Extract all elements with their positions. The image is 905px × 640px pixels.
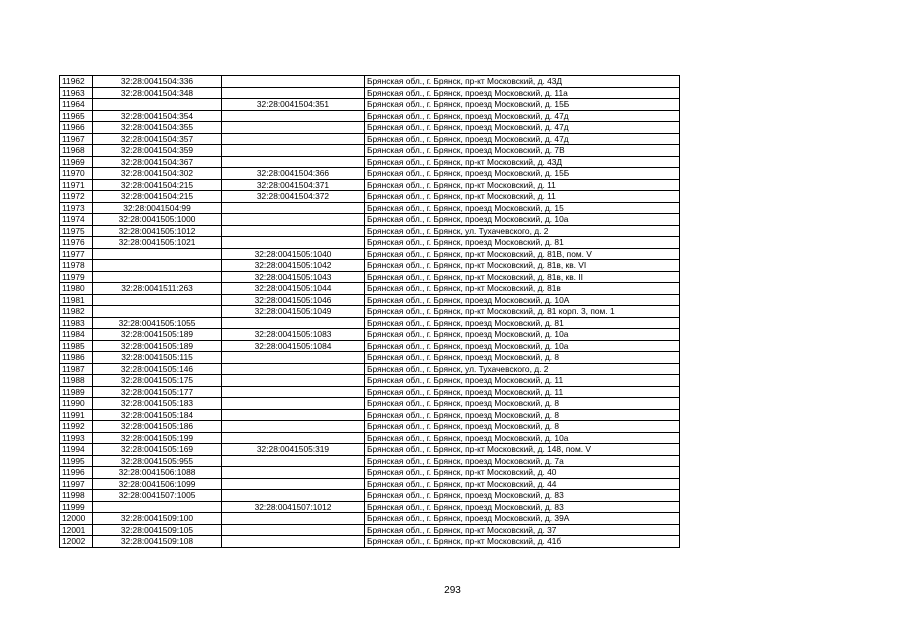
cadastral-number-cell [93,248,222,260]
cadastral-number-cell: 32:28:0041507:1005 [93,490,222,502]
row-number-cell: 11986 [60,352,93,364]
address-cell: Брянская обл., г. Брянск, проезд Московский, д. 10А [365,294,680,306]
row-number-cell: 11994 [60,444,93,456]
address-cell: Брянская обл., г. Брянск, проезд Московский, д. 8 [365,409,680,421]
table-row [60,179,680,191]
row-number-cell: 11976 [60,237,93,249]
table-row [60,283,680,295]
cadastral-number-cell: 32:28:0041504:302 [93,168,222,180]
cadastral-number-cell: 32:28:0041506:1088 [93,467,222,479]
table-row [60,432,680,444]
cadastral-number-secondary-cell: 32:28:0041504:372 [222,191,365,203]
cadastral-number-secondary-cell: 32:28:0041505:1083 [222,329,365,341]
cadastral-number-cell: 32:28:0041505:115 [93,352,222,364]
cadastral-number-secondary-cell: 32:28:0041505:1084 [222,340,365,352]
cadastral-number-cell: 32:28:0041511:263 [93,283,222,295]
row-number-cell: 11968 [60,145,93,157]
cadastral-number-cell [93,260,222,272]
cadastral-number-cell: 32:28:0041509:108 [93,536,222,548]
table-row [60,524,680,536]
cadastral-number-secondary-cell [222,352,365,364]
address-cell: Брянская обл., г. Брянск, проезд Московский, д. 83 [365,490,680,502]
table-row [60,501,680,513]
address-cell: Брянская обл., г. Брянск, пр-кт Московский, д. 81в, кв. VI [365,260,680,272]
cadastral-number-secondary-cell [222,432,365,444]
table-row [60,306,680,318]
address-cell: Брянская обл., г. Брянск, проезд Московский, д. 10а [365,329,680,341]
cadastral-number-secondary-cell: 32:28:0041507:1012 [222,501,365,513]
address-cell: Брянская обл., г. Брянск, проезд Московский, д. 47д [365,122,680,134]
table-row [60,467,680,479]
row-number-cell: 11965 [60,110,93,122]
cadastral-number-secondary-cell [222,225,365,237]
cadastral-number-cell: 32:28:0041504:99 [93,202,222,214]
cadastral-number-secondary-cell [222,122,365,134]
cadastral-number-cell: 32:28:0041504:348 [93,87,222,99]
cadastral-number-cell: 32:28:0041505:1055 [93,317,222,329]
row-number-cell: 11980 [60,283,93,295]
table-row [60,214,680,226]
table-row [60,76,680,88]
cadastral-number-cell: 32:28:0041504:367 [93,156,222,168]
cadastral-number-cell: 32:28:0041505:1000 [93,214,222,226]
row-number-cell: 11983 [60,317,93,329]
address-cell: Брянская обл., г. Брянск, ул. Тухачевского, д. 2 [365,363,680,375]
row-number-cell: 11978 [60,260,93,272]
cadastral-number-cell: 32:28:0041505:1012 [93,225,222,237]
table-row [60,317,680,329]
table-row [60,409,680,421]
table-row [60,398,680,410]
cadastral-number-secondary-cell: 32:28:0041505:319 [222,444,365,456]
table-row [60,202,680,214]
row-number-cell: 11999 [60,501,93,513]
address-cell: Брянская обл., г. Брянск, проезд Московский, д. 10а [365,340,680,352]
cadastral-number-secondary-cell [222,536,365,548]
table-row [60,329,680,341]
table-row [60,87,680,99]
cadastral-number-cell [93,501,222,513]
table-row [60,513,680,525]
cadastral-number-secondary-cell [222,398,365,410]
address-cell: Брянская обл., г. Брянск, пр-кт Московский, д. 40 [365,467,680,479]
cadastral-number-cell: 32:28:0041505:175 [93,375,222,387]
cadastral-number-cell: 32:28:0041505:186 [93,421,222,433]
cadastral-number-secondary-cell: 32:28:0041505:1040 [222,248,365,260]
address-cell: Брянская обл., г. Брянск, ул. Тухачевского, д. 2 [365,225,680,237]
cadastral-number-cell: 32:28:0041505:1021 [93,237,222,249]
row-number-cell: 11996 [60,467,93,479]
address-cell: Брянская обл., г. Брянск, проезд Московский, д. 81 [365,317,680,329]
address-cell: Брянская обл., г. Брянск, пр-кт Московский, д. 11 [365,191,680,203]
row-number-cell: 11972 [60,191,93,203]
table-row [60,260,680,272]
cadastral-number-cell: 32:28:0041504:357 [93,133,222,145]
table-row [60,168,680,180]
row-number-cell: 11993 [60,432,93,444]
row-number-cell: 11987 [60,363,93,375]
cadastral-number-secondary-cell: 32:28:0041504:351 [222,99,365,111]
address-cell: Брянская обл., г. Брянск, пр-кт Московский, д. 11 [365,179,680,191]
cadastral-number-secondary-cell [222,524,365,536]
table-row [60,110,680,122]
table-row [60,145,680,157]
address-cell: Брянская обл., г. Брянск, пр-кт Московский, д. 81 корп. 3, пом. 1 [365,306,680,318]
table-row [60,340,680,352]
address-cell: Брянская обл., г. Брянск, проезд Московский, д. 15Б [365,99,680,111]
cadastral-number-secondary-cell: 32:28:0041504:371 [222,179,365,191]
table-row [60,237,680,249]
address-cell: Брянская обл., г. Брянск, пр-кт Московский, д. 44 [365,478,680,490]
cadastral-number-secondary-cell: 32:28:0041505:1046 [222,294,365,306]
cadastral-number-secondary-cell: 32:28:0041505:1042 [222,260,365,272]
row-number-cell: 11989 [60,386,93,398]
cadastral-number-cell: 32:28:0041506:1099 [93,478,222,490]
address-cell: Брянская обл., г. Брянск, проезд Московский, д. 15Б [365,168,680,180]
cadastral-number-cell: 32:28:0041509:105 [93,524,222,536]
row-number-cell: 11963 [60,87,93,99]
cadastral-number-cell: 32:28:0041505:184 [93,409,222,421]
cadastral-number-cell: 32:28:0041505:189 [93,340,222,352]
cadastral-number-secondary-cell [222,363,365,375]
page-number: 293 [444,585,461,596]
cadastral-number-cell: 32:28:0041504:215 [93,191,222,203]
row-number-cell: 11991 [60,409,93,421]
address-cell: Брянская обл., г. Брянск, проезд Московский, д. 47д [365,110,680,122]
cadastral-number-secondary-cell [222,317,365,329]
cadastral-number-cell: 32:28:0041505:146 [93,363,222,375]
cadastral-number-secondary-cell: 32:28:0041505:1049 [222,306,365,318]
address-cell: Брянская обл., г. Брянск, проезд Московский, д. 10а [365,214,680,226]
table-row [60,122,680,134]
cadastral-number-secondary-cell [222,214,365,226]
address-cell: Брянская обл., г. Брянск, пр-кт Московский, д. 41б [365,536,680,548]
table-row [60,156,680,168]
address-cell: Брянская обл., г. Брянск, проезд Московский, д. 11 [365,386,680,398]
cadastral-number-secondary-cell [222,386,365,398]
address-cell: Брянская обл., г. Брянск, пр-кт Московский, д. 43Д [365,156,680,168]
row-number-cell: 12002 [60,536,93,548]
row-number-cell: 11998 [60,490,93,502]
row-number-cell: 12001 [60,524,93,536]
cadastral-number-secondary-cell [222,455,365,467]
address-cell: Брянская обл., г. Брянск, проезд Московский, д. 81 [365,237,680,249]
row-number-cell: 11984 [60,329,93,341]
row-number-cell: 11962 [60,76,93,88]
cadastral-number-secondary-cell [222,87,365,99]
row-number-cell: 11997 [60,478,93,490]
cadastral-number-secondary-cell [222,156,365,168]
table-row [60,536,680,548]
address-cell: Брянская обл., г. Брянск, проезд Московский, д. 47д [365,133,680,145]
table-row [60,421,680,433]
cadastral-number-secondary-cell: 32:28:0041505:1044 [222,283,365,295]
table-row [60,352,680,364]
address-cell: Брянская обл., г. Брянск, проезд Московский, д. 7а [365,455,680,467]
table-row [60,386,680,398]
row-number-cell: 11990 [60,398,93,410]
cadastral-number-cell: 32:28:0041505:955 [93,455,222,467]
cadastral-number-secondary-cell [222,467,365,479]
address-cell: Брянская обл., г. Брянск, проезд Московский, д. 7В [365,145,680,157]
cadastral-number-secondary-cell [222,409,365,421]
cadastral-number-secondary-cell [222,513,365,525]
cadastral-number-cell: 32:28:0041505:189 [93,329,222,341]
cadastral-number-secondary-cell [222,145,365,157]
table-row [60,363,680,375]
address-cell: Брянская обл., г. Брянск, проезд Московский, д. 11 [365,375,680,387]
cadastral-number-cell: 32:28:0041505:199 [93,432,222,444]
row-number-cell: 11966 [60,122,93,134]
cadastral-number-cell [93,271,222,283]
row-number-cell: 11982 [60,306,93,318]
address-cell: Брянская обл., г. Брянск, пр-кт Московский, д. 81В, пом. V [365,248,680,260]
table-row [60,478,680,490]
table-row [60,133,680,145]
cadastral-number-cell: 32:28:0041505:177 [93,386,222,398]
table-row [60,99,680,111]
table-row [60,191,680,203]
row-number-cell: 11973 [60,202,93,214]
cadastral-number-secondary-cell [222,202,365,214]
table-row [60,490,680,502]
address-cell: Брянская обл., г. Брянск, пр-кт Московский, д. 81в [365,283,680,295]
cadastral-number-secondary-cell [222,421,365,433]
cadastral-number-secondary-cell: 32:28:0041504:366 [222,168,365,180]
row-number-cell: 11979 [60,271,93,283]
table-row [60,271,680,283]
row-number-cell: 11992 [60,421,93,433]
row-number-cell: 11985 [60,340,93,352]
property-registry-table [59,75,680,548]
row-number-cell: 12000 [60,513,93,525]
address-cell: Брянская обл., г. Брянск, пр-кт Московский, д. 148, пом. V [365,444,680,456]
cadastral-number-cell: 32:28:0041505:183 [93,398,222,410]
table-body [60,76,680,548]
table-row [60,225,680,237]
cadastral-number-secondary-cell [222,490,365,502]
table-row [60,455,680,467]
address-cell: Брянская обл., г. Брянск, проезд Московский, д. 10а [365,432,680,444]
table-row [60,375,680,387]
row-number-cell: 11969 [60,156,93,168]
table-row [60,444,680,456]
address-cell: Брянская обл., г. Брянск, проезд Московский, д. 39А [365,513,680,525]
cadastral-number-cell [93,99,222,111]
address-cell: Брянская обл., г. Брянск, проезд Московский, д. 8 [365,398,680,410]
cadastral-number-secondary-cell [222,76,365,88]
row-number-cell: 11977 [60,248,93,260]
row-number-cell: 11967 [60,133,93,145]
cadastral-number-cell: 32:28:0041504:215 [93,179,222,191]
cadastral-number-cell: 32:28:0041504:359 [93,145,222,157]
cadastral-number-cell: 32:28:0041509:100 [93,513,222,525]
row-number-cell: 11971 [60,179,93,191]
row-number-cell: 11974 [60,214,93,226]
address-cell: Брянская обл., г. Брянск, пр-кт Московский, д. 43Д [365,76,680,88]
row-number-cell: 11981 [60,294,93,306]
cadastral-number-secondary-cell [222,478,365,490]
cadastral-number-cell: 32:28:0041504:336 [93,76,222,88]
cadastral-number-secondary-cell [222,375,365,387]
row-number-cell: 11988 [60,375,93,387]
row-number-cell: 11975 [60,225,93,237]
address-cell: Брянская обл., г. Брянск, проезд Московский, д. 15 [365,202,680,214]
row-number-cell: 11964 [60,99,93,111]
address-cell: Брянская обл., г. Брянск, проезд Московский, д. 83 [365,501,680,513]
cadastral-number-cell: 32:28:0041504:354 [93,110,222,122]
table-row [60,294,680,306]
cadastral-number-secondary-cell [222,133,365,145]
address-cell: Брянская обл., г. Брянск, пр-кт Московский, д. 37 [365,524,680,536]
address-cell: Брянская обл., г. Брянск, проезд Московский, д. 11а [365,87,680,99]
row-number-cell: 11970 [60,168,93,180]
cadastral-number-cell [93,306,222,318]
cadastral-number-cell [93,294,222,306]
table-row [60,248,680,260]
cadastral-number-cell: 32:28:0041504:355 [93,122,222,134]
cadastral-number-secondary-cell [222,110,365,122]
cadastral-number-secondary-cell: 32:28:0041505:1043 [222,271,365,283]
address-cell: Брянская обл., г. Брянск, пр-кт Московский, д. 81в, кв. II [365,271,680,283]
address-cell: Брянская обл., г. Брянск, проезд Московский, д. 8 [365,352,680,364]
cadastral-number-cell: 32:28:0041505:169 [93,444,222,456]
address-cell: Брянская обл., г. Брянск, проезд Московский, д. 8 [365,421,680,433]
cadastral-number-secondary-cell [222,237,365,249]
row-number-cell: 11995 [60,455,93,467]
